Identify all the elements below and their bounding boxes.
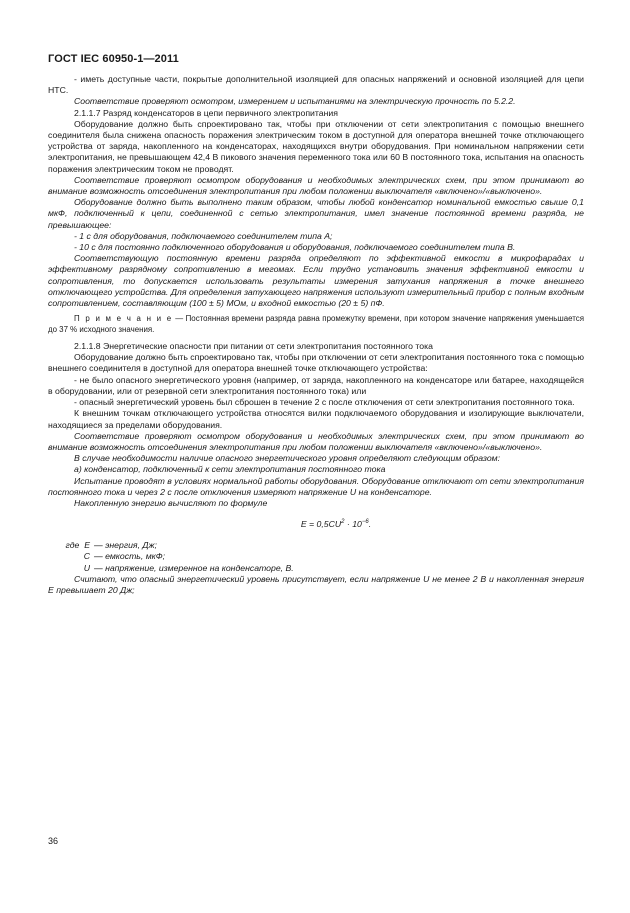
paragraph: Оборудование должно быть спроектировано так, чтобы при отключении от сети электропитания постоянного тока с помощью внешнего соединителя в доступной для оператора внешней точке отключающего устройства:: [48, 352, 584, 374]
note-text: — Постоянная времени разряда равна промежутку времени, при котором значение напряжения уменьшается до 37 % исходного значения.: [48, 314, 584, 334]
formula: $E = 0,5CU^2 \cdot 10^{-6}$.: [300, 519, 372, 530]
formula-legend-row: [48, 540, 584, 551]
paragraph: Соответствие проверяют осмотром оборудования и необходимых электрических схем, при этом принимают во внимание возможность отсоединения электропитания при любом положении выключателя «включено»/«выключено».: [48, 430, 584, 452]
paragraph: Оборудование должно быть выполнено таким образом, чтобы любой конденсатор номинальной емкостью свыше 0,1 мкФ, подключенный к цепи, соединенной с сетью электропитания, имел значение постоянной времени разряда, не превышающее:: [48, 197, 584, 230]
paragraph: Оборудование должно быть спроектировано так, чтобы при отключении от сети электропитания с помощью внешнего соединителя была снижена опасность поражения электрическим током в доступной для оператора внешней точке отключающего устройства от заряда, накопленного на конденсаторах, находящихся внутри оборудования. При номинальном напряжении сети электропитания, не превышающем 42,4 В пикового значения переменного тока или 60 В постоянного тока, испытания на опасность поражения электрическим током не проводят.: [48, 118, 584, 174]
paragraph: - иметь доступные части, покрытые дополнительной изоляцией для опасных напряжений и основной изоляцией для цепи НТС.: [48, 74, 584, 96]
section-heading: 2.1.1.7 Разряд конденсаторов в цепи первичного электропитания: [74, 107, 338, 118]
paragraph: Соответствующую постоянную времени разряда определяют по эффективной емкости в микрофарадах и эффективному разрядному сопротивлению в мегомах. Если трудно установить значения эффективной емкости и сопротивления, то допускается использовать результаты измерения затухания напряжения в точке внешнего отключающего устройства. Для определения затухающего напряжения используют измерительный прибор с полным входным сопротивлением, составляющим (100 ± 5) МОм, и входной емкостью (20 ± 5) пФ.: [48, 253, 584, 309]
list-item: - опасный энергетический уровень был сброшен в течение 2 с после отключения от сети электропитания постоянного тока.: [74, 397, 575, 408]
paragraph: Считают, что опасный энергетический уровень присутствует, если напряжение U не менее 2 В и накопленная энергия E превышает 20 Дж;: [48, 573, 584, 596]
document-header: ГОСТ IEC 60950-1—2011: [48, 53, 179, 65]
paragraph: Накопленную энергию вычисляют по формуле: [74, 497, 268, 508]
paragraph: Испытание проводят в условиях нормальной работы оборудования. Оборудование отключают от сети электропитания постоянного тока и через 2 с после отключения измеряют напряжение U на конденсаторе.: [48, 475, 584, 497]
formula-legend-row: [48, 551, 584, 562]
paragraph: В случае необходимости наличие опасного энергетического уровня определяют следующим образом:: [74, 453, 501, 464]
page-number: 36: [48, 836, 59, 846]
list-item: а) конденсатор, подключенный к сети электропитания постоянного тока: [74, 464, 386, 475]
legend-prefix: где E: [65, 540, 90, 551]
list-item: - не было опасного энергетического уровня (например, от заряда, накопленного на конденсаторе или батарее, находящейся в оборудовании, или от резервной сети электропитания постоянного тока) или: [48, 374, 584, 396]
legend-desc: — напряжение, измеренное на конденсаторе, В.: [94, 562, 294, 573]
paragraph: Соответствие проверяют осмотром, измерением и испытаниями на электрическую прочность по 5.2.2.: [74, 96, 516, 107]
note: [48, 314, 584, 335]
list-item: - 10 с для постоянно подключенного оборудования и оборудования, подключаемого соединителем типа В.: [74, 242, 516, 253]
legend-desc: — энергия, Дж;: [94, 540, 157, 551]
legend-symbol: U: [83, 562, 90, 573]
legend-symbol: C: [83, 551, 90, 562]
legend-desc: — емкость, мкФ;: [94, 551, 166, 562]
document-body: [48, 74, 584, 596]
paragraph: Соответствие проверяют осмотром оборудования и необходимых электрических схем, при этом принимают во внимание возможность отсоединения электропитания при любом положении выключателя «включено»/«выключено».: [48, 174, 584, 197]
paragraph: К внешним точкам отключающего устройства относятся вилки подключаемого оборудования и изолирующие выключатели, находящиеся за пределами оборудования.: [48, 408, 584, 430]
note-label: П р и м е ч а н и е: [74, 314, 173, 324]
formula-legend: [48, 540, 584, 574]
section-heading: 2.1.1.8 Энергетические опасности при питании от сети электропитания постоянного тока: [74, 341, 433, 352]
list-item: - 1 с для оборудования, подключаемого соединителем типа А;: [74, 230, 333, 241]
formula-legend-row: [48, 563, 584, 574]
